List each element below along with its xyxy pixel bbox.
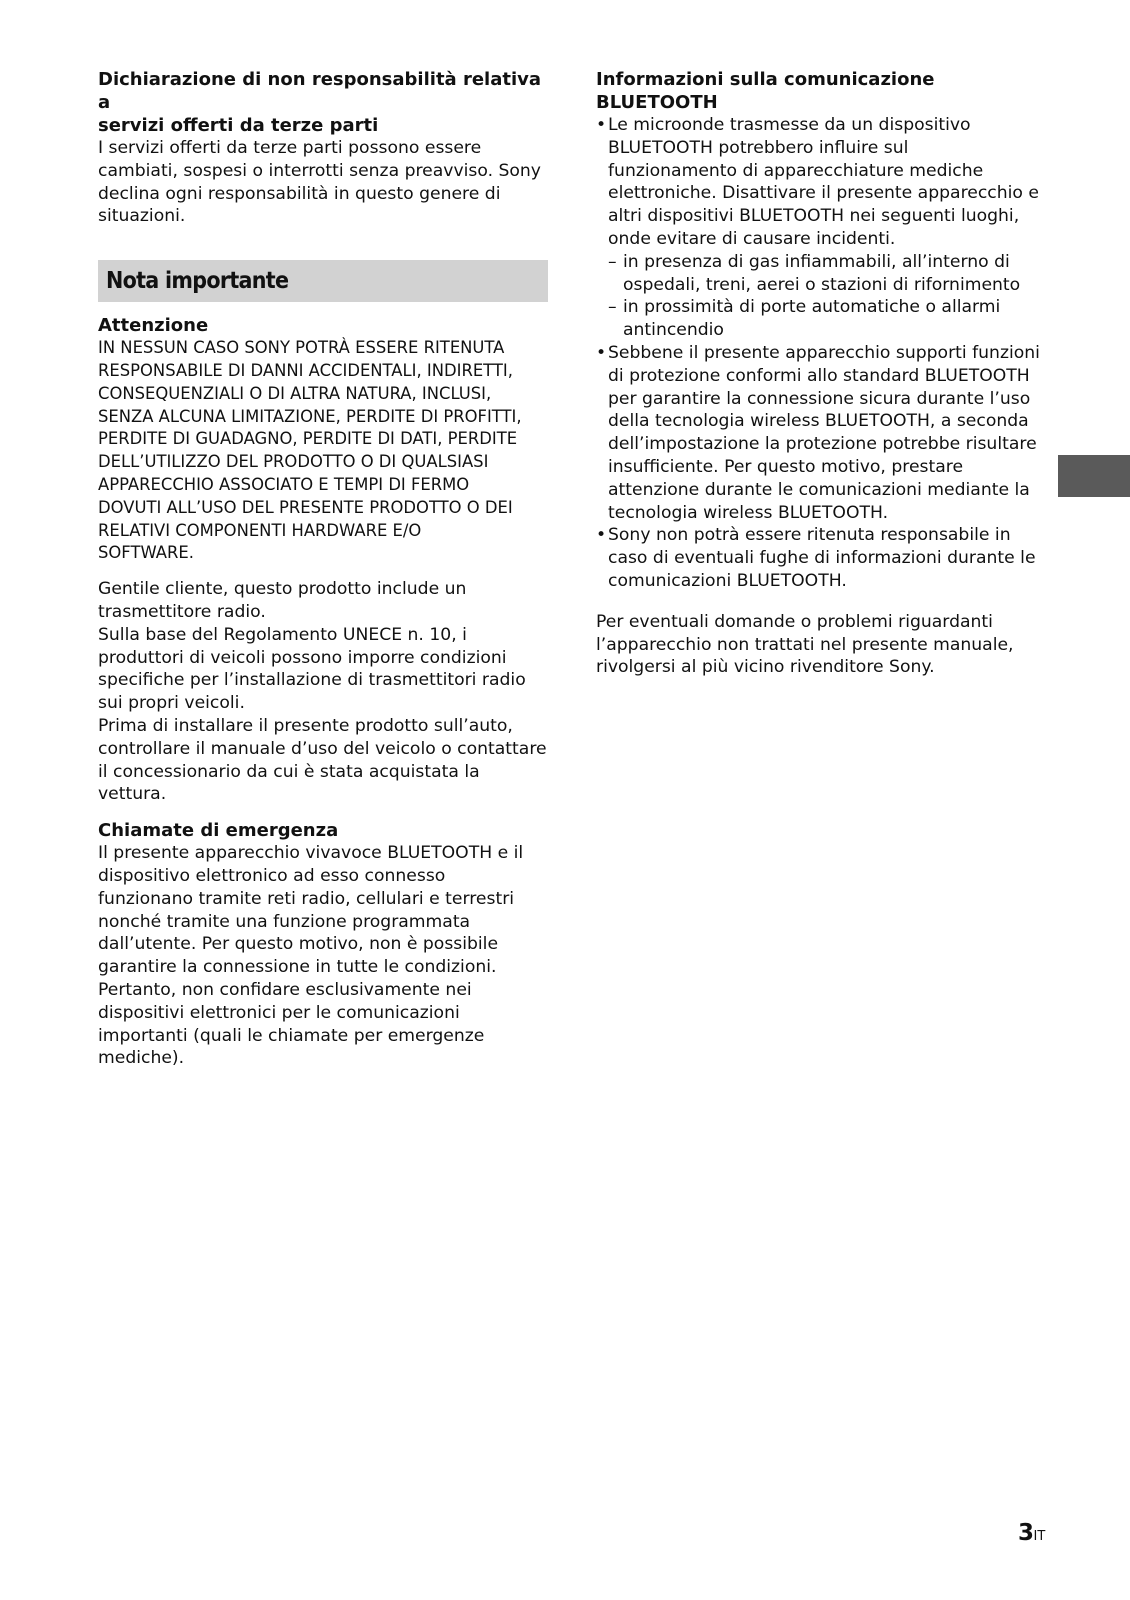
- text-line: onde evitare di causare incidenti.: [608, 228, 896, 249]
- disclaimer-text: [98, 137, 548, 228]
- disclaimer-heading: Dichiarazione di non responsabilità relativa a servizi offerti da terze parti: [98, 69, 542, 136]
- text-line: cambiati, sospesi o interrotti senza preavviso. Sony: [98, 160, 541, 181]
- text-line: attenzione durante le comunicazioni mediante la: [608, 479, 1030, 500]
- text-line: – in presenza di gas infiammabili, all’interno di: [623, 251, 1010, 272]
- text-line: dispositivi elettronici per le comunicazioni: [98, 1002, 460, 1023]
- text-line: CONSEQUENZIALI O DI ALTRA NATURA, INCLUSI,: [98, 383, 492, 403]
- section-banner: [98, 260, 548, 302]
- text-line: il concessionario da cui è stata acquistata la vettura.: [98, 761, 480, 805]
- text-line: tecnologia wireless BLUETOOTH.: [608, 502, 889, 523]
- text-line: importanti (quali le chiamate per emergenze: [98, 1025, 485, 1046]
- right-column: [596, 68, 1046, 679]
- bullet-item: [596, 114, 1046, 251]
- emergenza-text: [98, 842, 548, 1070]
- text-line: l’apparecchio non trattati nel presente manuale,: [596, 634, 1014, 655]
- text-line: della tecnologia wireless BLUETOOTH, a seconda: [608, 411, 1029, 432]
- text-line: Il presente apparecchio vivavoce BLUETOOTH e il: [98, 843, 524, 864]
- text-line: trasmettitore radio.: [98, 601, 266, 622]
- text-line: declina ogni responsabilità in questo genere di: [98, 183, 501, 204]
- text-line: caso di eventuali fughe di informazioni durante le: [608, 548, 1036, 569]
- text-line: garantire la connessione in tutte le condizioni.: [98, 957, 497, 978]
- text-line: • Le microonde trasmesse da un dispositivo: [608, 115, 971, 135]
- text-line: SOFTWARE.: [98, 543, 194, 563]
- text-line: – in prossimità di porte automatiche o allarmi: [623, 297, 1001, 318]
- text-line: Per eventuali domande o problemi riguardanti: [596, 611, 993, 632]
- page-language: IT: [1033, 1529, 1046, 1544]
- page-number: [1018, 1520, 1045, 1546]
- cliente-text: [98, 578, 548, 806]
- text-line: controllare il manuale d’uso del veicolo o contattare: [98, 738, 547, 759]
- section-title: Nota importante: [106, 268, 289, 295]
- emergenza-heading: Chiamate di emergenza: [98, 820, 339, 842]
- text-line: situazioni.: [98, 206, 186, 227]
- left-column: [98, 68, 548, 1070]
- attenzione-text: [98, 337, 548, 565]
- text-line: DOVUTI ALL’USO DEL PRESENTE PRODOTTO O DEI: [98, 497, 513, 517]
- text-line: RELATIVI COMPONENTI HARDWARE E/O: [98, 520, 422, 540]
- text-line: altri dispositivi BLUETOOTH nei seguenti luoghi,: [608, 206, 1020, 227]
- text-line: Prima di installare il presente prodotto sull’auto,: [98, 715, 513, 736]
- text-line: sui propri veicoli.: [98, 693, 245, 714]
- text-line: IN NESSUN CASO SONY POTRÀ ESSERE RITENUTA: [98, 338, 505, 358]
- attenzione-heading: Attenzione: [98, 315, 209, 337]
- section-tab-marker: [1058, 455, 1130, 497]
- text-line: Gentile cliente, questo prodotto include un: [98, 579, 467, 600]
- dash-item: [596, 296, 1046, 342]
- text-line: rivolgersi al più vicino rivenditore Sony.: [596, 657, 935, 678]
- page-number-value: 3: [1018, 1520, 1034, 1546]
- text-line: funzionamento di apparecchiature mediche: [608, 160, 984, 181]
- text-line: SENZA ALCUNA LIMITAZIONE, PERDITE DI PROFITTI,: [98, 406, 522, 426]
- bluetooth-heading: Informazioni sulla comunicazione BLUETOOTH: [596, 69, 935, 113]
- text-line: nonché tramite una funzione programmata: [98, 911, 471, 932]
- text-line: APPARECCHIO ASSOCIATO E TEMPI DI FERMO: [98, 474, 470, 494]
- text-line: RESPONSABILE DI DANNI ACCIDENTALI, INDIRETTI,: [98, 360, 513, 380]
- text-line: ospedali, treni, aerei o stazioni di rifornimento: [623, 274, 1021, 295]
- domande-text: [596, 611, 1046, 679]
- text-line: dell’impostazione la protezione potrebbe risultare: [608, 434, 1037, 455]
- text-line: elettroniche. Disattivare il presente apparecchio e: [608, 183, 1039, 204]
- text-line: di protezione conformi allo standard BLUETOOTH: [608, 365, 1030, 386]
- text-line: Sulla base del Regolamento UNECE n. 10, i: [98, 624, 467, 645]
- dash-item: [596, 251, 1046, 297]
- text-line: per garantire la connessione sicura durante l’uso: [608, 388, 1031, 409]
- text-line: dispositivo elettronico ad esso connesso: [98, 865, 446, 886]
- text-line: PERDITE DI GUADAGNO, PERDITE DI DATI, PERDITE: [98, 429, 518, 449]
- text-line: funzionano tramite reti radio, cellulari e terrestri: [98, 888, 515, 909]
- bullet-item: [596, 524, 1046, 592]
- bullet-item: [596, 342, 1046, 524]
- text-line: • Sony non potrà essere ritenuta responsabile in: [608, 525, 1011, 546]
- text-line: specifiche per l’installazione di trasmettitori radio: [98, 670, 526, 691]
- text-line: • Sebbene il presente apparecchio supporti funzioni: [608, 342, 1040, 363]
- text-line: produttori di veicoli possono imporre condizioni: [98, 647, 507, 668]
- text-line: I servizi offerti da terze parti possono essere: [98, 138, 482, 158]
- text-line: DELL’UTILIZZO DEL PRODOTTO O DI QUALSIASI: [98, 452, 489, 472]
- text-line: mediche).: [98, 1048, 185, 1069]
- text-line: dall’utente. Per questo motivo, non è possibile: [98, 934, 499, 955]
- text-line: insufficiente. Per questo motivo, prestare: [608, 456, 964, 477]
- text-line: Pertanto, non confidare esclusivamente nei: [98, 979, 472, 1000]
- text-line: comunicazioni BLUETOOTH.: [608, 570, 847, 591]
- text-line: BLUETOOTH potrebbero influire sul: [608, 137, 909, 158]
- text-line: antincendio: [623, 320, 724, 341]
